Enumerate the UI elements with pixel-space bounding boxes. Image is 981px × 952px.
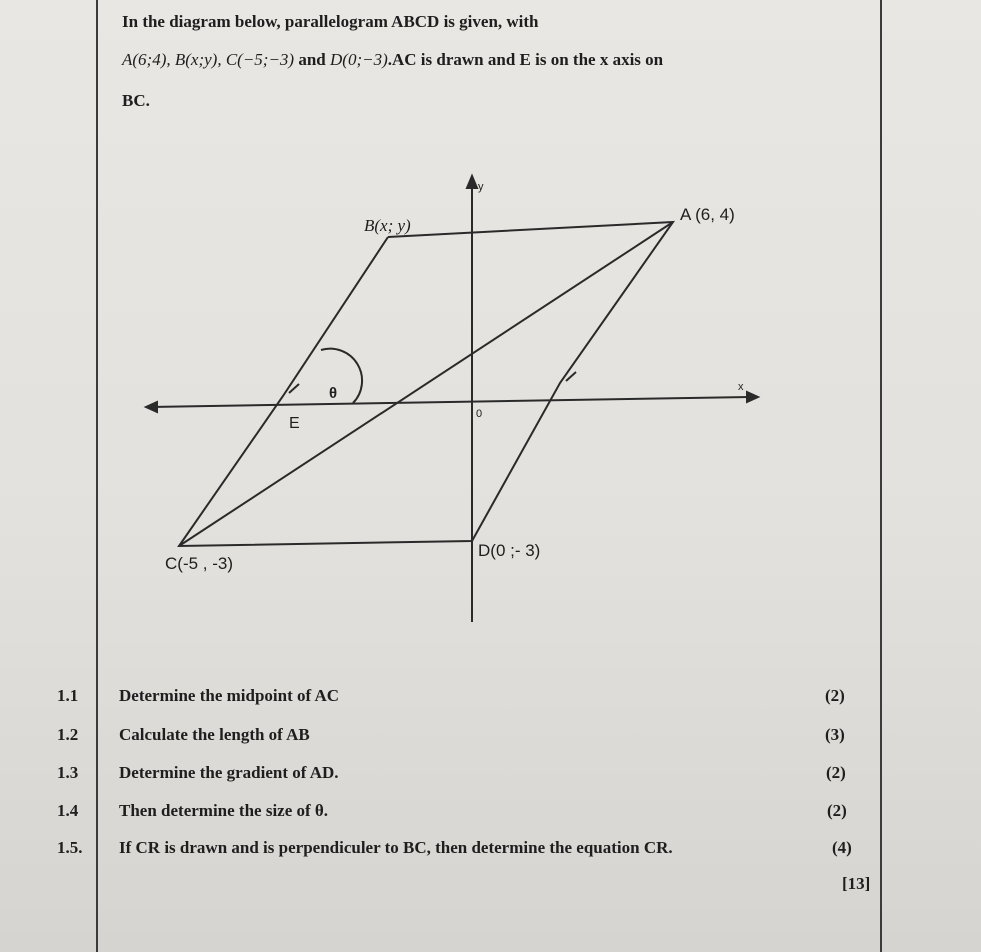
intro-line-3: BC. — [122, 91, 150, 110]
point-d-label: D(0 ;- 3) — [478, 541, 541, 560]
diagonal-ac — [179, 222, 673, 546]
question-text: If CR is drawn and is perpendiculer to BC, then determine the equation CR. — [119, 838, 673, 857]
theta-arc — [321, 349, 362, 403]
question-text: Determine the gradient of AD. — [119, 763, 339, 782]
x-axis-arrow — [747, 392, 758, 402]
question-number: 1.1 — [57, 686, 79, 705]
origin-label: 0 — [476, 408, 483, 420]
question-text: Calculate the length of AB — [119, 725, 310, 744]
y-axis-arrow — [467, 176, 477, 188]
coordinate-d: D(0;−3) — [330, 50, 388, 69]
and-word: and — [298, 50, 326, 69]
question-number: 1.5. — [57, 838, 83, 857]
question-number: 1.4 — [57, 801, 79, 820]
question-marks: (3) — [825, 725, 845, 744]
question-number: 1.2 — [57, 725, 79, 744]
point-c-label: C(-5 , -3) — [165, 554, 233, 573]
theta-label: θ — [329, 385, 338, 402]
x-axis-label: x — [738, 381, 744, 393]
total-marks: [13] — [842, 874, 871, 893]
question-number: 1.3 — [57, 763, 79, 782]
question-marks: (2) — [827, 801, 847, 820]
point-e-label: E — [289, 415, 300, 432]
question-marks: (2) — [825, 686, 845, 705]
y-axis-label: y — [478, 181, 484, 193]
intro-line-2-rest: .AC is drawn and E is on the x axis on — [387, 50, 664, 69]
question-marks: (4) — [832, 838, 852, 857]
question-marks: (2) — [826, 763, 846, 782]
x-axis — [150, 397, 750, 407]
point-b-label: B(x; y) — [364, 216, 411, 235]
coordinates-abc: A(6;4), B(x;y), C(−5;−3) — [122, 50, 295, 69]
x-axis-left-arrow — [146, 402, 157, 412]
point-a-label: A (6, 4) — [680, 205, 735, 224]
intro-line-1: In the diagram below, parallelogram ABCD is given, with — [122, 12, 539, 31]
question-text: Determine the midpoint of AC — [119, 686, 340, 705]
question-text: Then determine the size of θ. — [119, 801, 329, 820]
